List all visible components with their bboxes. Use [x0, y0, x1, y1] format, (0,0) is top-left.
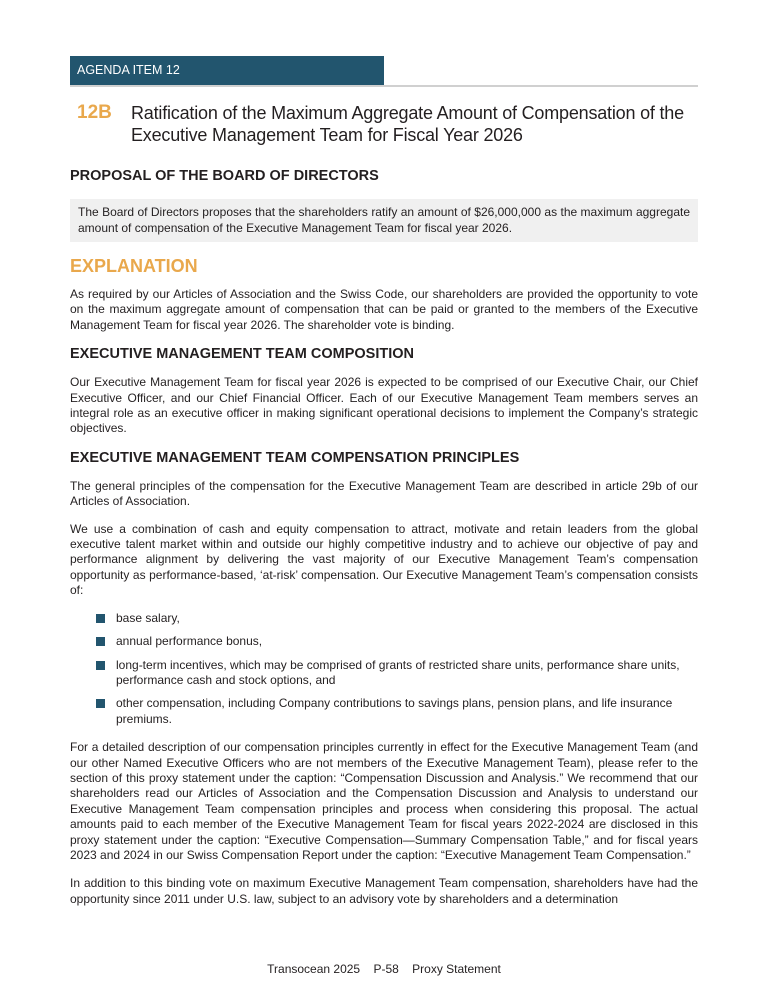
- compensation-list: [70, 611, 698, 727]
- square-bullet-icon: [96, 614, 105, 623]
- page-content: [70, 102, 698, 907]
- proposal-heading: PROPOSAL OF THE BOARD OF DIRECTORS: [70, 168, 379, 184]
- list-item: base salary,: [96, 611, 698, 626]
- proposal-box: The Board of Directors proposes that the shareholders ratify an amount of $26,000,000 as the maximum aggregate amount of compensation of the Executive Management Team for fiscal year 2026.: [70, 199, 698, 242]
- composition-text: Our Executive Management Team for fiscal year 2026 is expected to be comprised of our Executive Chair, our Chief Executive Officer, and our Chief Financial Officer. Each of our Executive Management Team members serves an integral role as an executive officer in making significant operational decisions to implement the Company’s strategic objectives.: [70, 375, 698, 436]
- square-bullet-icon: [96, 637, 105, 646]
- list-item: other compensation, including Company contributions to savings plans, pension plans, and life insurance premiums.: [96, 696, 698, 727]
- explanation-heading: EXPLANATION: [70, 256, 198, 276]
- principles-heading: EXECUTIVE MANAGEMENT TEAM COMPENSATION PRINCIPLES: [70, 449, 520, 466]
- explanation-intro: As required by our Articles of Association and the Swiss Code, our shareholders are provided the opportunity to vote on the maximum aggregate amount of compensation that can be paid or granted to the members of the Executive Management Team for fiscal year 2026. The shareholder vote is binding.: [70, 287, 698, 332]
- header-divider: [70, 85, 698, 87]
- principles-paragraph-1: The general principles of the compensation for the Executive Management Team are described in article 29b of our Articles of Association.: [70, 478, 698, 509]
- footer-document: Proxy Statement: [412, 962, 501, 976]
- square-bullet-icon: [96, 661, 105, 670]
- agenda-item-banner: AGENDA ITEM 12: [70, 56, 384, 85]
- composition-heading: EXECUTIVE MANAGEMENT TEAM COMPOSITION: [70, 346, 414, 363]
- list-item: annual performance bonus,: [96, 634, 698, 649]
- page-footer: [0, 962, 768, 976]
- principles-paragraph-3: For a detailed description of our compensation principles currently in effect for the Executive Management Team (and our other Named Executive Officers who are not members of the Executive Management Team), please refer to the section of this proxy statement under the caption: “Compensation Discussion and Analysis.” We recommend that our shareholders read our Articles of Association and the Compensation Discussion and Analysis to understand our Executive Management Team compensation principles and process when considering this proposal. The actual amounts paid to each member of the Executive Management Team for fiscal years 2022-2024 are disclosed in this proxy statement under the caption: “Executive Compensation—Summary Compensation Table,” and for fiscal years 2023 and 2024 in our Swiss Compensation Report under the caption: “Executive Management Team Compensation.”: [70, 740, 698, 862]
- principles-paragraph-2: We use a combination of cash and equity compensation to attract, motivate and retain leaders from the global executive talent market within and outside our highly competitive industry and to achieve our objective of pay and performance alignment by delivering the vast majority of our Executive Management Team’s compensation opportunity as performance-based, ‘at-risk’ compensation. Our Executive Management Team’s compensation consists of:: [70, 521, 698, 598]
- list-item: long-term incentives, which may be comprised of grants of restricted share units, performance share units, performance cash and stock options, and: [96, 658, 698, 689]
- square-bullet-icon: [96, 699, 105, 708]
- title-row: [77, 102, 698, 146]
- principles-paragraph-4: In addition to this binding vote on maximum Executive Management Team compensation, shareholders have had the opportunity since 2011 under U.S. law, subject to an advisory vote by shareholders and a determination: [70, 876, 698, 906]
- footer-company: Transocean 2025: [267, 962, 361, 976]
- page-title: Ratification of the Maximum Aggregate Amount of Compensation of the Executive Management Team for Fiscal Year 2026: [131, 103, 684, 145]
- footer-page-number: P-58: [373, 962, 399, 976]
- item-number: 12B: [77, 102, 112, 123]
